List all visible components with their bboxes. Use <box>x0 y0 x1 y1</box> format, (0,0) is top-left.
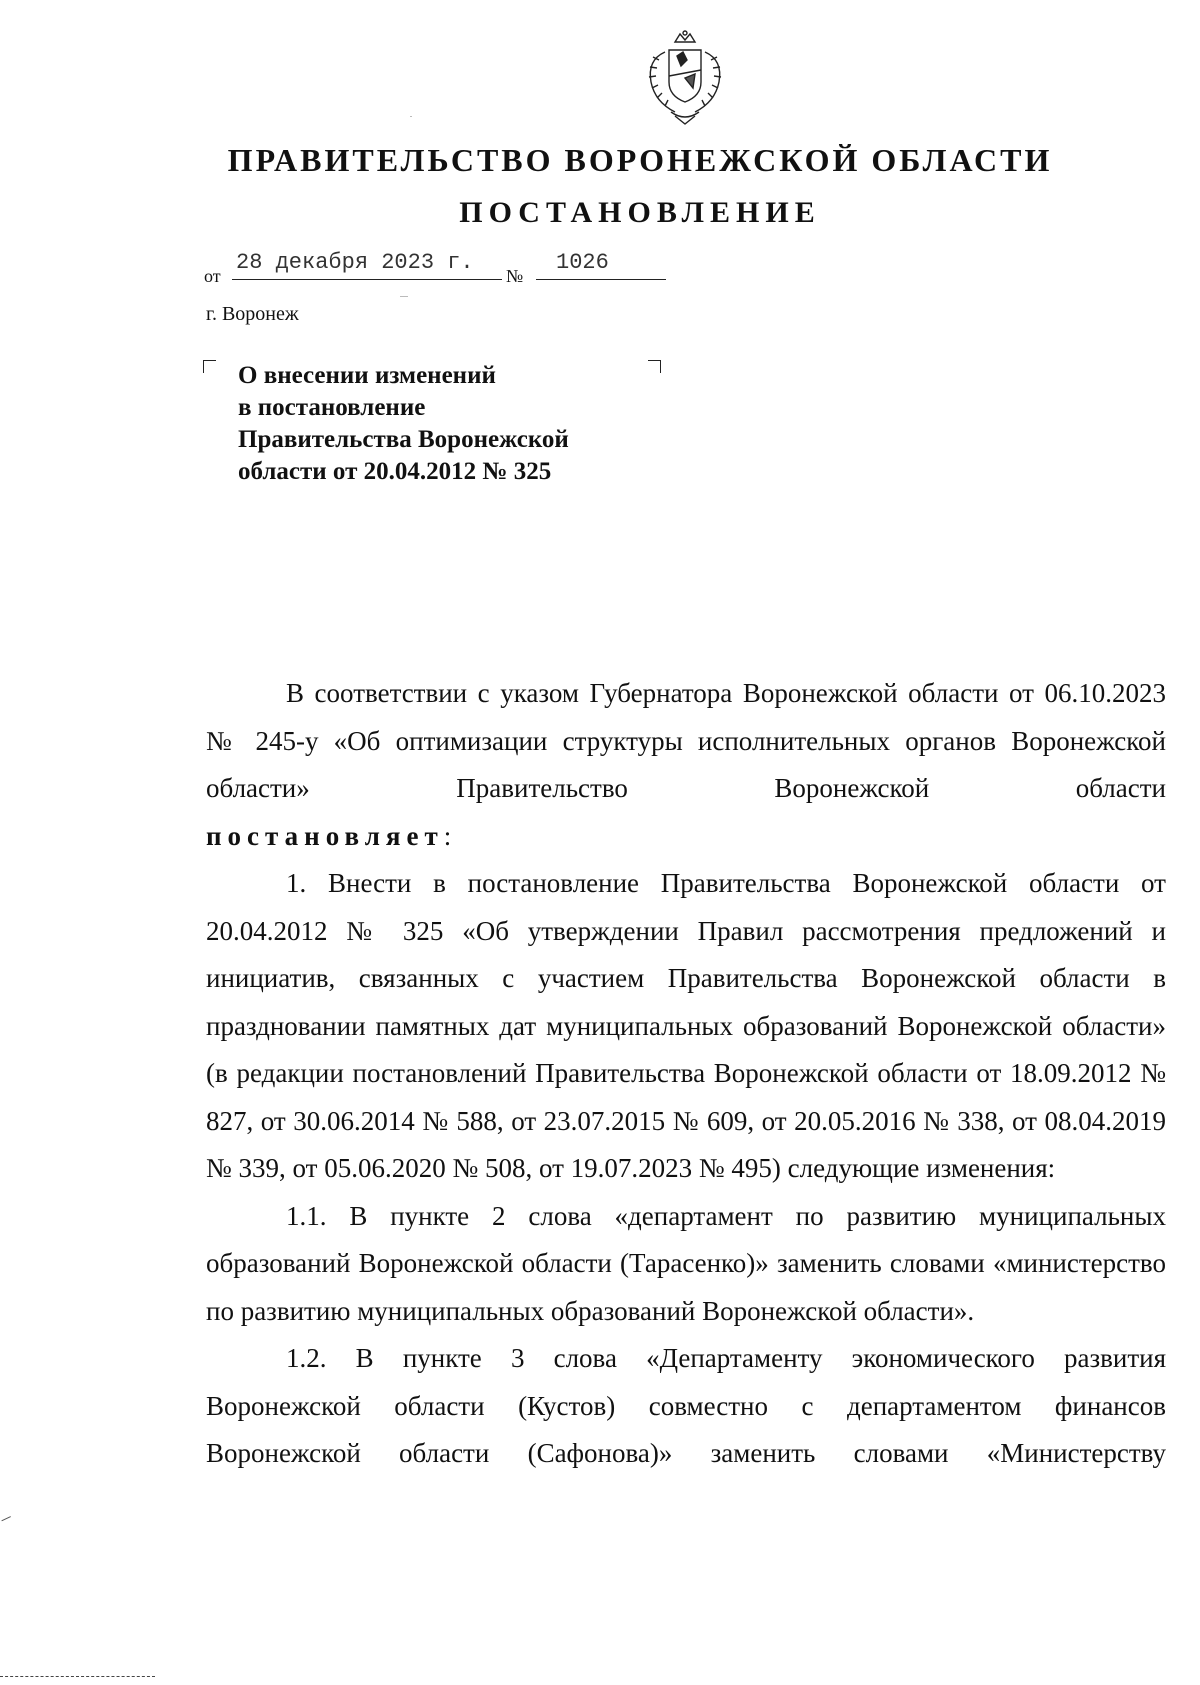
city-label: г. Воронеж <box>206 303 299 325</box>
date-number-line <box>204 250 684 290</box>
subject-line: Правительства Воронежской <box>238 426 569 453</box>
coat-of-arms-icon <box>625 30 745 130</box>
scan-artifact-mark <box>1 1516 12 1525</box>
decree-line <box>206 813 1166 861</box>
footer-dashed-line <box>0 1676 155 1677</box>
document-number: 1026 <box>556 250 609 275</box>
subject-line: области от 20.04.2012 № 325 <box>238 458 552 485</box>
decree-colon: : <box>443 820 452 851</box>
document-subject <box>238 360 658 488</box>
paragraph-1-2: 1.2. В пункте 3 слова «Департаменту экономического развития Воронежской области (Кустов) совместно с департаментом финансов Воронежской области (Сафонова)» заменить словами «Министерству <box>206 1343 1166 1468</box>
document-body <box>206 670 1166 1478</box>
intro-paragraph: В соответствии с указом Губернатора Воронежской области от 06.10.2023 № 245-у «Об оптимизации структуры исполнительных органов Воронежской области» Правительство Воронежской области <box>206 678 1166 803</box>
paragraph-1-1: 1.1. В пункте 2 слова «департамент по развитию муниципальных образований Воронежской области (Тарасенко)» заменить словами «министерство по развитию муниципальных образований Воронежской области». <box>206 1200 1166 1326</box>
number-underline <box>536 279 666 280</box>
scan-artifact-line <box>410 116 412 117</box>
decree-word: постановляет <box>206 820 444 851</box>
subject-line: в постановление <box>238 394 426 421</box>
document-date: 28 декабря 2023 г. <box>236 250 474 275</box>
date-prefix-label: от <box>204 266 221 286</box>
number-label: № <box>506 266 524 286</box>
date-underline <box>232 279 502 280</box>
paragraph-1: 1. Внести в постановление Правительства Воронежской области от 20.04.2012 № 325 «Об утверждении Правил рассмотрения предложений и инициатив, связанных с участием Правительства Воронежской области в праздновании памятных дат муниципальных образований Воронежской области» (в редакции постановлений Правительства Воронежской области от 18.09.2012 № 827, от 30.06.2014 № 588, от 23.07.2015 № 609, от 20.05.2016 № 338, от 08.04.2019 № 339, от 05.06.2020 № 508, от 19.07.2023 № 495) следующие изменения: <box>206 868 1166 1183</box>
scan-artifact-line <box>400 296 408 297</box>
subject-line: О внесении изменений <box>238 362 496 389</box>
document-type-title: ПОСТАНОВЛЕНИЕ <box>459 196 821 229</box>
subject-bracket-left <box>203 360 216 373</box>
government-title: ПРАВИТЕЛЬСТВО ВОРОНЕЖСКОЙ ОБЛАСТИ <box>227 142 1053 178</box>
